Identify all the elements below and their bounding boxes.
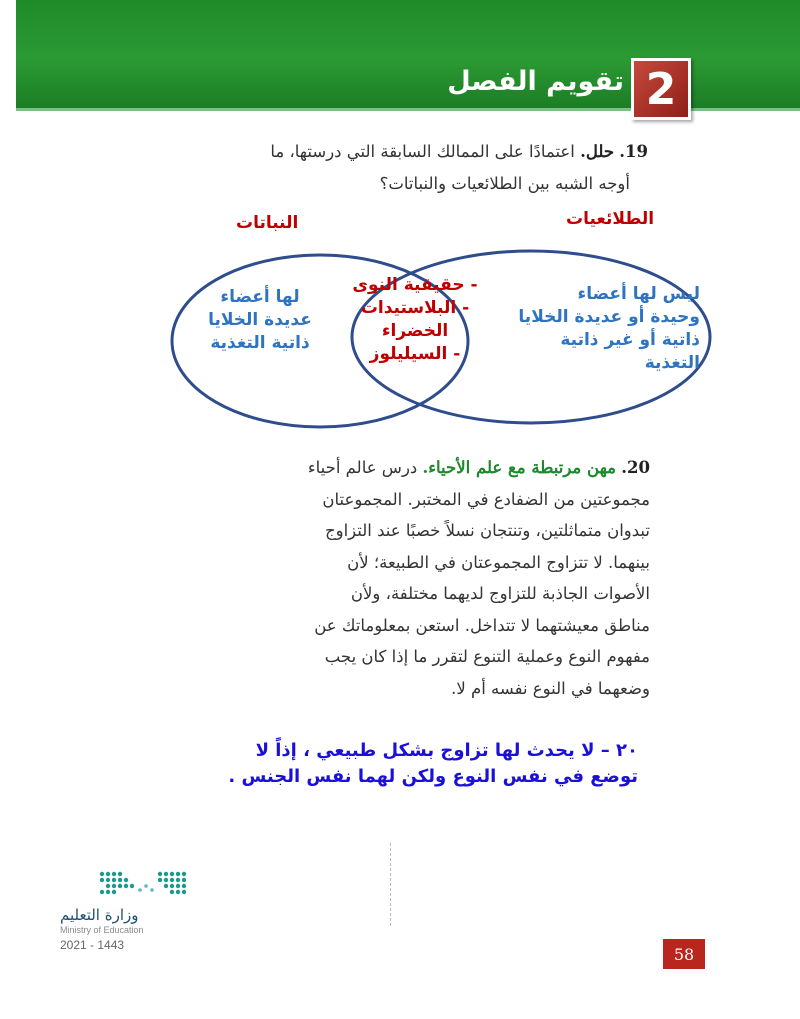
page-number: 58 <box>663 939 705 969</box>
chapter-number-badge: 2 <box>631 58 691 120</box>
edition-year: 2021 - 1443 <box>60 938 125 952</box>
venn-shared-traits <box>350 274 480 366</box>
venn-protists-line: وحيدة أو عديدة الخلايا <box>518 307 700 327</box>
question-20-line: تبدوان متماثلتين، وتنتجان نسلاً خصبًا عند التزاوج <box>324 521 650 540</box>
question-19-number: 19. <box>619 142 648 161</box>
venn-plants-line: ذاتية التغذية <box>210 333 310 353</box>
venn-label-protists: الطلائعيات <box>566 209 655 229</box>
footer-divider <box>390 843 391 926</box>
question-20-line-1 <box>210 452 650 484</box>
venn-label-plants: النباتات <box>236 213 299 233</box>
venn-plants-line: لها أعضاء <box>220 287 300 307</box>
question-19-line-2: أوجه الشبه بين الطلائعيات والنباتات؟ <box>379 173 630 193</box>
question-20-line: مجموعتين من الضفادع في المختبر. المجموعتان <box>322 489 650 509</box>
question-20-text: درس عالم أحياء <box>307 458 418 477</box>
question-19-text: اعتمادًا على الممالك السابقة التي درستها، ما <box>270 142 575 161</box>
question-20-number: 20. <box>621 458 650 477</box>
venn-protists-line: ذاتية أو غير ذاتية <box>560 330 700 350</box>
venn-protists-line: التغذية <box>644 353 700 373</box>
question-20-line: الأصوات الجاذبة للتزاوج لديهما مختلفة، ولأن <box>350 584 650 603</box>
ministry-name-english: Ministry of Education <box>60 925 144 935</box>
question-19-keyword: حلل. <box>580 142 615 161</box>
ministry-logo-icon <box>96 868 196 902</box>
question-20-line: مناطق معيشتهما لا تتداخل. استعن بمعلوماتك عن <box>314 615 650 635</box>
venn-plants-traits <box>200 286 320 355</box>
chapter-title: تقويم الفصل <box>447 66 624 97</box>
venn-protists-line: ليس لها أعضاء <box>577 284 700 304</box>
question-20-keyword: مهن مرتبطة مع علم الأحياء. <box>422 458 617 477</box>
question-20 <box>210 452 650 704</box>
question-20-line: بينهما. لا تتزاوج المجموعتان في الطبيعة؛ لأن <box>347 552 650 572</box>
ministry-name-arabic: وزارة التعليم <box>60 906 139 924</box>
venn-shared-line: - البلاستيدات <box>360 298 470 318</box>
question-20-line: مفهوم النوع وعملية التنوع لتقرر ما إذا كان يجب <box>324 647 650 666</box>
venn-protists-traits <box>490 283 700 375</box>
question-20-line: وضعهما في النوع نفسه أم لا. <box>451 678 650 698</box>
answer-20-line-1: ٢٠ – لا يحدث لها تزاوج بشكل طبيعي ، إذاً لا <box>255 740 638 761</box>
answer-20 <box>198 738 638 790</box>
venn-shared-line: - السيليلوز <box>369 344 461 364</box>
venn-plants-line: عديدة الخلايا <box>208 310 312 330</box>
venn-shared-line: - حقيقية النوى <box>352 275 478 295</box>
venn-shared-line: الخضراء <box>381 321 449 341</box>
answer-20-line-2: توضع في نفس النوع ولكن لهما نفس الجنس . <box>228 766 638 787</box>
